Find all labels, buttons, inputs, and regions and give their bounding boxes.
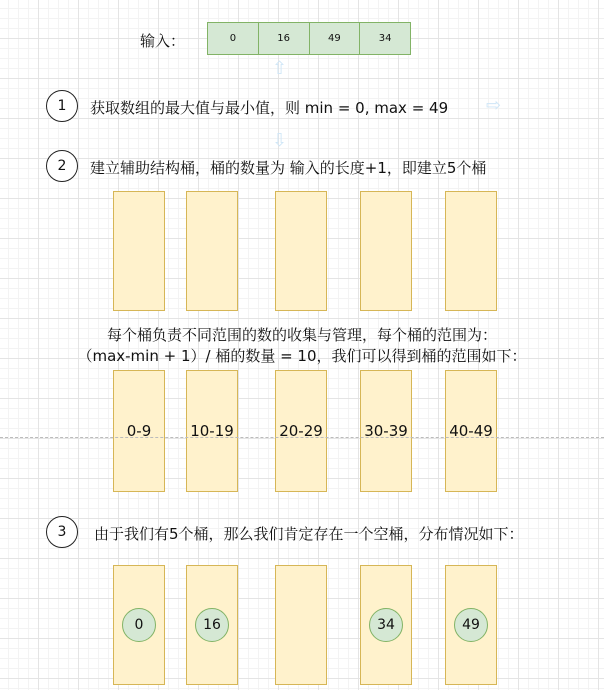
result-bucket-empty (275, 565, 327, 685)
array-cell: 49 (309, 22, 361, 55)
range-bucket: 10-19 (186, 370, 238, 492)
description-line-2: （max-min + 1）/ 桶的数量 = 10，我们可以得到桶的范围如下： (77, 347, 527, 365)
range-bucket: 0-9 (113, 370, 165, 492)
result-bucket (113, 565, 165, 685)
value-ball: 34 (369, 608, 403, 642)
step-2-text: 建立辅助结构桶，桶的数量为 输入的长度+1，即建立5个桶 (90, 159, 487, 177)
array-cell: 0 (207, 22, 259, 55)
input-array (207, 22, 411, 55)
empty-bucket (113, 191, 165, 311)
arrow-up-icon: ⇧ (272, 58, 288, 79)
step-number-badge: 3 (46, 516, 78, 548)
result-bucket (186, 565, 238, 685)
step-number-badge: 2 (46, 150, 78, 182)
empty-bucket (445, 191, 497, 311)
array-cell: 16 (258, 22, 310, 55)
range-bucket: 30-39 (360, 370, 412, 492)
array-cell: 34 (359, 22, 411, 55)
result-bucket (360, 565, 412, 685)
empty-bucket (186, 191, 238, 311)
step-1-text: 获取数组的最大值与最小值，则 min = 0, max = 49 (90, 99, 449, 117)
value-ball: 0 (122, 608, 156, 642)
description-line-1: 每个桶负责不同范围的数的收集与管理，每个桶的范围为： (106, 326, 497, 344)
value-ball: 16 (195, 608, 229, 642)
value-ball: 49 (454, 608, 488, 642)
page-divider (0, 437, 604, 438)
step-number-badge: 1 (46, 90, 78, 122)
arrow-down-icon: ⇩ (272, 130, 288, 151)
empty-bucket (275, 191, 327, 311)
result-bucket (445, 565, 497, 685)
empty-bucket (360, 191, 412, 311)
input-label: 输入： (140, 32, 186, 50)
step-3-text: 由于我们有5个桶，那么我们肯定存在一个空桶，分布情况如下： (94, 525, 524, 543)
arrow-right-icon: ⇨ (486, 95, 502, 116)
range-bucket: 20-29 (275, 370, 327, 492)
range-bucket: 40-49 (445, 370, 497, 492)
